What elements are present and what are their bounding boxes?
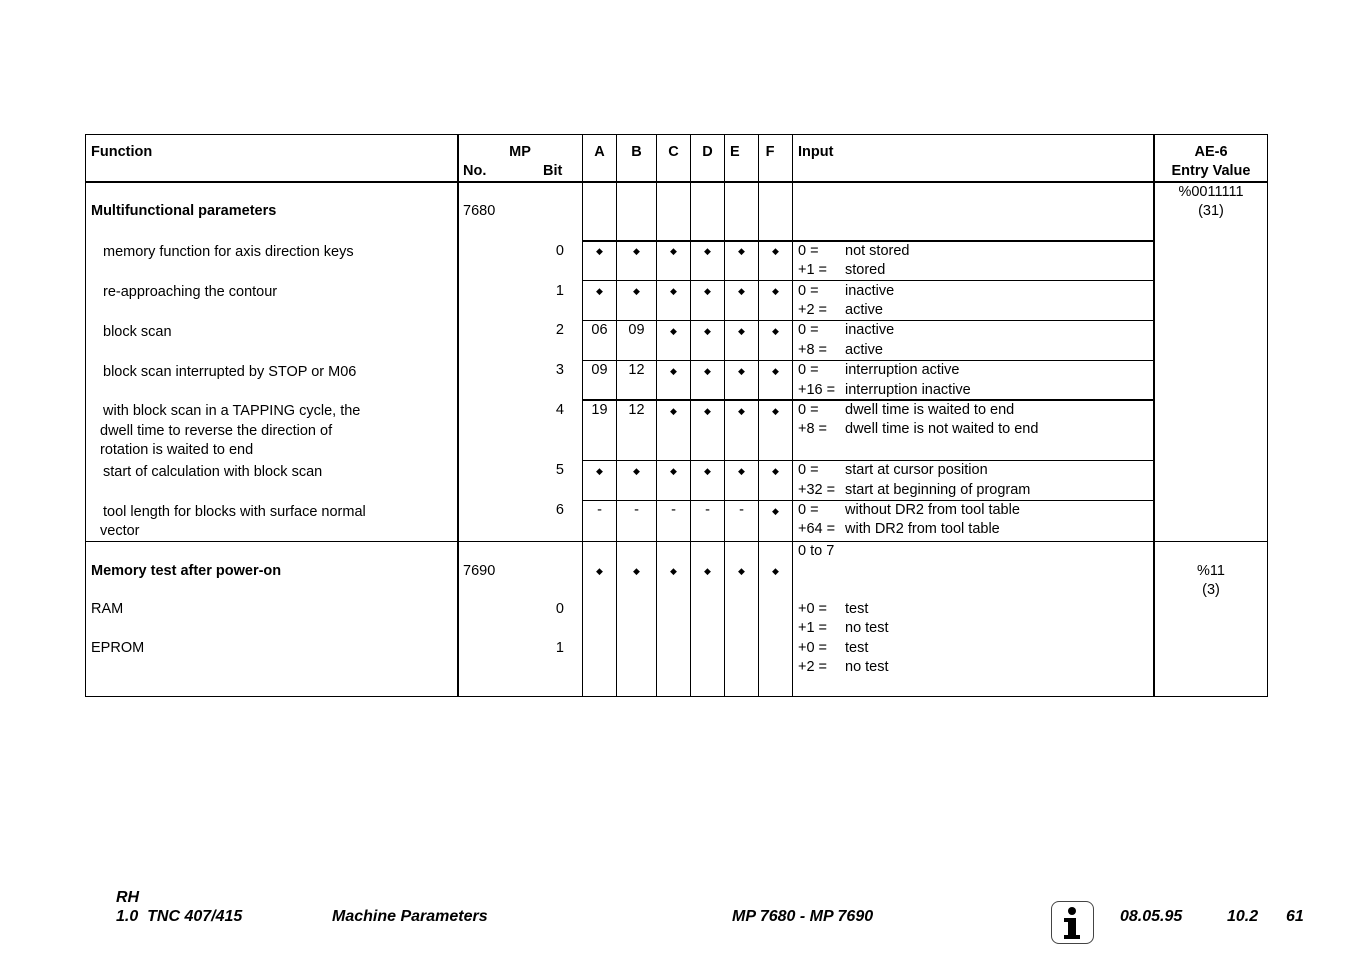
col-a-value: 09 <box>591 362 608 378</box>
col-a-value: 06 <box>591 322 608 338</box>
input-value: inactive <box>845 283 895 299</box>
row-description: rotation is waited to end <box>100 442 254 458</box>
col-a-marker: ◆ <box>596 466 603 476</box>
col-d-marker: ◆ <box>704 406 711 416</box>
row-bit: 1 <box>555 640 564 656</box>
input-value: stored <box>845 262 886 278</box>
col-f-marker: ◆ <box>772 366 779 376</box>
input-value: inactive <box>845 322 895 338</box>
table-bottom-border <box>85 696 1268 697</box>
input-value: active <box>845 342 883 358</box>
input-value: start at cursor position <box>845 462 988 478</box>
input-value: test <box>845 601 869 617</box>
input-key: +32 = <box>798 482 836 498</box>
input-key: +0 = <box>798 601 828 617</box>
input-value: no test <box>845 620 889 636</box>
input-key: 0 = <box>798 362 819 378</box>
row-bit: 0 <box>555 243 564 259</box>
entry-value-7690: %11 <box>1197 563 1225 579</box>
col-a-value: - <box>597 502 602 518</box>
col-f-marker: ◆ <box>772 246 779 256</box>
info-icon <box>1051 901 1094 944</box>
col-a-marker: ◆ <box>596 566 603 576</box>
header-col-b: B <box>631 144 642 160</box>
section-title-7690: Memory test after power-on <box>91 563 282 579</box>
col-a-marker: ◆ <box>596 286 603 296</box>
col-d-marker: ◆ <box>704 366 711 376</box>
col-f-marker: ◆ <box>772 566 779 576</box>
input-key: +2 = <box>798 302 828 318</box>
input-value: interruption inactive <box>845 382 971 398</box>
header-col-c: C <box>668 144 679 160</box>
header-entry-value: Entry Value <box>1171 163 1251 179</box>
row-description: with block scan in a TAPPING cycle, the <box>103 403 361 419</box>
mp-number-7690: 7690 <box>463 563 496 579</box>
col-b-value: - <box>634 502 639 518</box>
row-description: block scan <box>103 324 172 340</box>
col-e-value: - <box>739 502 744 518</box>
section-divider <box>85 541 1268 542</box>
input-value: active <box>845 302 883 318</box>
row-bit: 1 <box>555 283 564 299</box>
footer-chapter: 10.2 <box>1227 908 1259 925</box>
footer-page-number: 61 <box>1286 908 1304 925</box>
entry-value-dec-7690: (3) <box>1202 582 1220 598</box>
input-key: 0 = <box>798 462 819 478</box>
col-c-marker: ◆ <box>670 286 677 296</box>
col-d-marker: ◆ <box>704 326 711 336</box>
input-value: without DR2 from tool table <box>845 502 1020 518</box>
section-title-7680: Multifunctional parameters <box>91 203 277 219</box>
col-c-marker: ◆ <box>670 406 677 416</box>
col-c-marker: ◆ <box>670 566 677 576</box>
col-d-marker: ◆ <box>704 286 711 296</box>
row-bit: 0 <box>555 601 564 617</box>
input-key: 0 = <box>798 283 819 299</box>
input-value: dwell time is waited to end <box>845 402 1015 418</box>
input-value: start at beginning of program <box>845 482 1031 498</box>
input-key: 0 = <box>798 322 819 338</box>
footer-author: RH <box>116 889 140 906</box>
input-value: with DR2 from tool table <box>845 521 1000 537</box>
col-b-value: 12 <box>628 362 645 378</box>
col-divider-mp <box>457 134 459 697</box>
table-right-border <box>1267 134 1268 697</box>
col-d-marker: ◆ <box>704 566 711 576</box>
col-b-marker: ◆ <box>633 566 640 576</box>
footer-section: Machine Parameters <box>332 908 488 925</box>
col-c-marker: ◆ <box>670 466 677 476</box>
col-e-marker: ◆ <box>738 466 745 476</box>
input-key: +16 = <box>798 382 836 398</box>
input-key: +8 = <box>798 421 828 437</box>
col-f-marker: ◆ <box>772 466 779 476</box>
col-c-marker: ◆ <box>670 366 677 376</box>
input-key: +1 = <box>798 620 828 636</box>
row-line <box>582 280 1154 281</box>
footer-version: 1.0 TNC 407/415 <box>116 908 243 925</box>
row-label-ram: RAM <box>91 601 124 617</box>
header-function: Function <box>91 144 153 160</box>
header-col-e: E <box>730 144 740 160</box>
input-value: not stored <box>845 243 910 259</box>
input-key: +8 = <box>798 342 828 358</box>
col-f-marker: ◆ <box>772 326 779 336</box>
footer-range: MP 7680 - MP 7690 <box>732 908 874 925</box>
col-a-value: 19 <box>591 402 608 418</box>
col-b-marker: ◆ <box>633 246 640 256</box>
input-key: +64 = <box>798 521 836 537</box>
input-value: no test <box>845 659 889 675</box>
col-e-marker: ◆ <box>738 326 745 336</box>
input-range: 0 to 7 <box>798 543 835 559</box>
col-b-marker: ◆ <box>633 466 640 476</box>
col-b-marker: ◆ <box>633 286 640 296</box>
header-col-a: A <box>594 144 605 160</box>
header-divider <box>85 181 1268 183</box>
header-no: No. <box>463 163 487 179</box>
col-e-marker: ◆ <box>738 366 745 376</box>
input-key: +0 = <box>798 640 828 656</box>
header-mp: MP <box>509 144 531 160</box>
row-description: vector <box>100 523 140 539</box>
input-value: dwell time is not waited to end <box>845 421 1039 437</box>
col-b-value: 12 <box>628 402 645 418</box>
header-input: Input <box>798 144 834 160</box>
row-description: tool length for blocks with surface normal <box>103 504 366 520</box>
table-left-border <box>85 134 86 697</box>
col-d-marker: ◆ <box>704 466 711 476</box>
input-key: 0 = <box>798 243 819 259</box>
col-d-marker: ◆ <box>704 246 711 256</box>
row-description: memory function for axis direction keys <box>103 244 354 260</box>
header-col-f: F <box>765 144 775 160</box>
row-bit: 3 <box>555 362 564 378</box>
row-description: dwell time to reverse the direction of <box>100 423 333 439</box>
row-bit: 4 <box>555 402 564 418</box>
entry-value-dec-7680: (31) <box>1198 203 1224 219</box>
col-f-marker: ◆ <box>772 506 779 516</box>
mp-number-7680: 7680 <box>463 203 496 219</box>
input-value: test <box>845 640 869 656</box>
col-f-marker: ◆ <box>772 286 779 296</box>
col-c-marker: ◆ <box>670 326 677 336</box>
entry-value-7680: %0011111 <box>1178 184 1244 200</box>
input-key: +2 = <box>798 659 828 675</box>
col-c-marker: ◆ <box>670 246 677 256</box>
row-description: block scan interrupted by STOP or M06 <box>103 364 357 380</box>
row-label-eprom: EPROM <box>91 640 145 656</box>
input-key: 0 = <box>798 402 819 418</box>
col-a-marker: ◆ <box>596 246 603 256</box>
row-description: start of calculation with block scan <box>103 464 323 480</box>
header-ae6: AE-6 <box>1194 144 1228 160</box>
header-col-d: D <box>702 144 713 160</box>
row-bit: 5 <box>555 462 564 478</box>
row-bit: 2 <box>555 322 564 338</box>
col-e-marker: ◆ <box>738 246 745 256</box>
col-c-value: - <box>671 502 676 518</box>
input-key: +1 = <box>798 262 828 278</box>
row-bit: 6 <box>555 502 564 518</box>
row-description: re-approaching the contour <box>103 284 278 300</box>
col-divider-input <box>792 134 793 697</box>
input-key: 0 = <box>798 502 819 518</box>
table-top-border <box>85 134 1268 135</box>
col-e-marker: ◆ <box>738 406 745 416</box>
input-value: interruption active <box>845 362 960 378</box>
col-e-marker: ◆ <box>738 566 745 576</box>
footer-date: 08.05.95 <box>1120 908 1183 925</box>
col-b-value: 09 <box>628 322 645 338</box>
col-e-marker: ◆ <box>738 286 745 296</box>
col-d-value: - <box>705 502 710 518</box>
col-f-marker: ◆ <box>772 406 779 416</box>
header-bit: Bit <box>543 163 563 179</box>
